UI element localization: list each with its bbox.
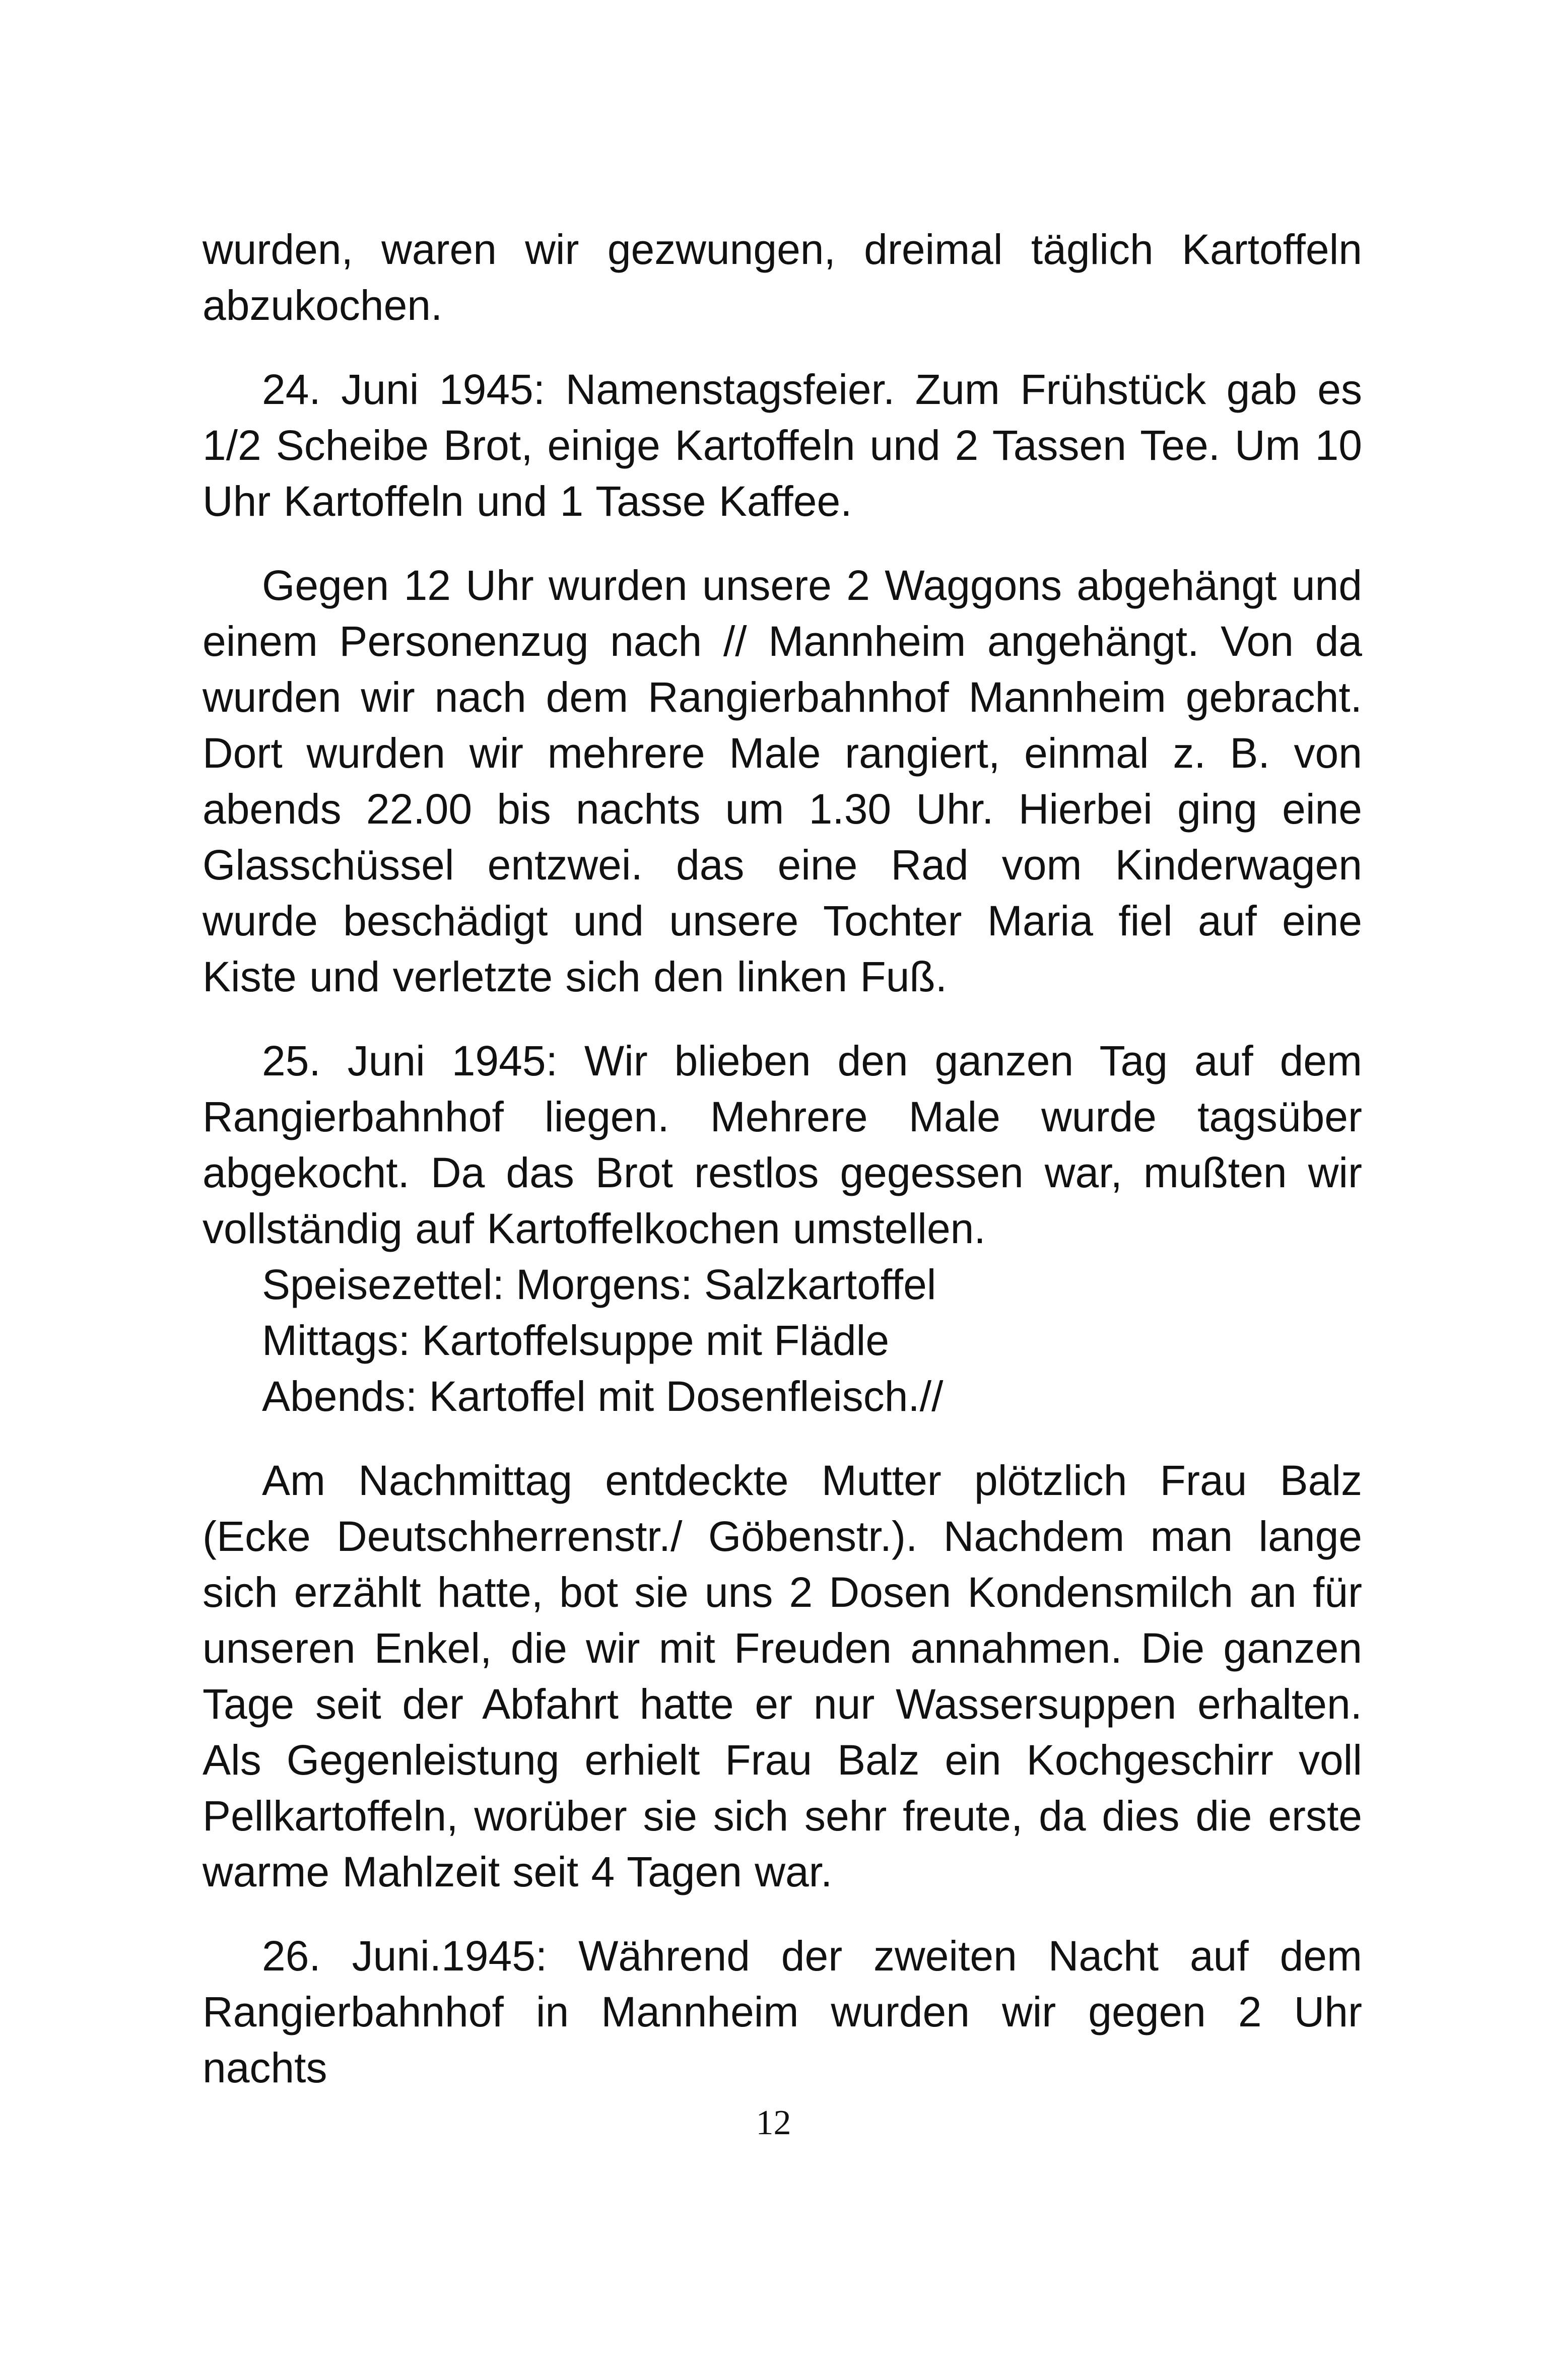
- page-number: 12: [756, 2103, 791, 2142]
- paragraph-continuation: wurden, waren wir gezwungen, dreimal täglich Kartoffeln abzukochen.: [203, 226, 1362, 329]
- menu-list: [203, 1257, 1362, 1424]
- body-text: [203, 222, 1362, 2096]
- menu-line-morning: Speisezettel: Morgens: Salzkartoffel: [262, 1261, 936, 1308]
- paragraph-june-24: 24. Juni 1945: Namenstagsfeier. Zum Frühstück gab es 1/2 Scheibe Brot, einige Kartoffeln und 2 Tassen Tee. Um 10 Uhr Kartoffeln und 1 Tasse Kaffee.: [203, 366, 1362, 525]
- paragraph-mannheim-transfer: Gegen 12 Uhr wurden unsere 2 Waggons abgehängt und einem Personenzug nach // Mannheim angehängt. Von da wurden wir nach dem Rangierbahnhof Mannheim gebracht. Dort wurden wir mehrere Male rangiert, einmal z. B. von abends 22.00 bis nachts um 1.30 Uhr. Hierbei ging eine Glasschüssel entzwei. das eine Rad vom Kinderwagen wurde beschädigt und unsere Tochter Maria fiel auf eine Kiste und verletzte sich den linken Fuß.: [203, 562, 1362, 1000]
- menu-line-noon: Mittags: Kartoffelsuppe mit Flädle: [262, 1317, 890, 1364]
- paragraph-frau-balz: Am Nachmittag entdeckte Mutter plötzlich Frau Balz (Ecke Deutschherrenstr./ Göbenstr.). Nachdem man lange sich erzählt hatte, bot sie uns 2 Dosen Kondensmilch an für unseren Enkel, die wir mit Freuden annahmen. Die ganzen Tage seit der Abfahrt hatte er nur Wassersuppen erhalten. Als Gegenleistung erhielt Frau Balz ein Kochgeschirr voll Pellkartoffeln, worüber sie sich sehr freute, da dies die erste warme Mahlzeit seit 4 Tagen war.: [203, 1457, 1362, 1895]
- paragraph-june-25: 25. Juni 1945: Wir blieben den ganzen Tag auf dem Rangierbahnhof liegen. Mehrere Male wurde tagsüber abgekocht. Da das Brot restlos gegessen war, mußten wir vollständig auf Kartoffelkochen umstellen.: [203, 1037, 1362, 1252]
- paragraph-june-26: 26. Juni.1945: Während der zweiten Nacht auf dem Rangierbahnhof in Mannheim wurden wir gegen 2 Uhr nachts: [203, 1932, 1362, 2091]
- menu-line-evening: Abends: Kartoffel mit Dosenfleisch.//: [262, 1373, 944, 1420]
